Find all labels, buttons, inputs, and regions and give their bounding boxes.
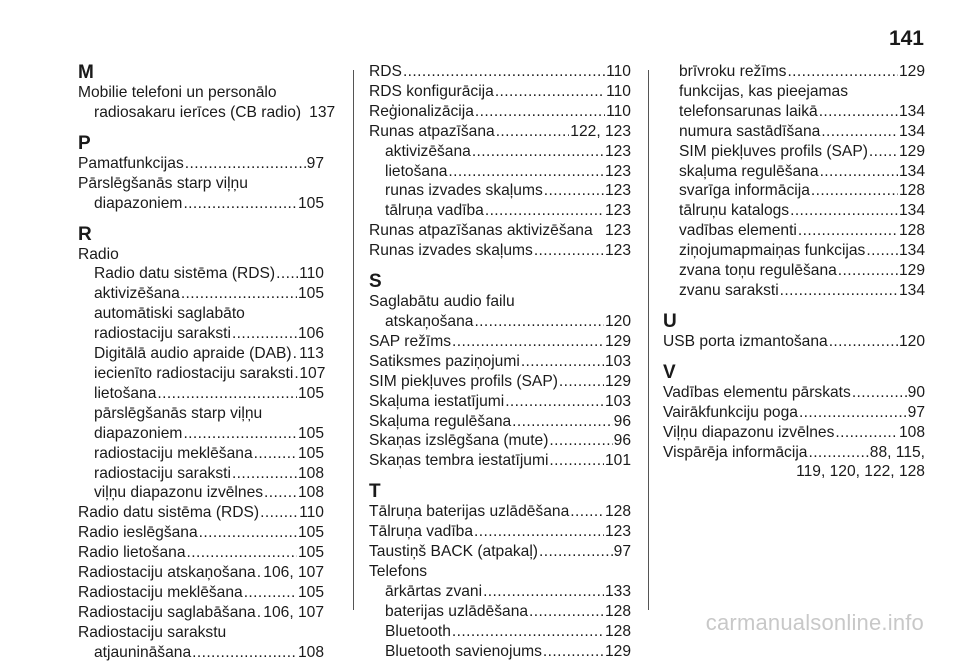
index-page-ref: 120 [604, 312, 631, 330]
index-page-ref: 110 [606, 102, 631, 120]
index-letter-heading: P [78, 132, 91, 154]
index-entry-label: Runas atpazīšana [369, 122, 495, 140]
index-entry-label: Radio lietošana [78, 544, 186, 562]
index-entry-label: Digitālā audio apraide (DAB) [94, 345, 292, 363]
index-entry [663, 332, 925, 352]
dot-leader [276, 264, 298, 284]
index-page-ref: 108 [297, 484, 324, 502]
index-page-ref: 105 [297, 194, 324, 212]
dot-leader [799, 403, 907, 423]
dot-leader [821, 122, 898, 142]
index-entry-label: diapazoniem [94, 194, 183, 212]
dot-leader [505, 392, 604, 412]
index-entry-label: radiostaciju meklēšana [94, 444, 253, 462]
index-entry-label: viļņu diapazonu izvēlnes [94, 484, 264, 502]
index-column-1 [78, 62, 336, 663]
index-entry-label: RDS [369, 63, 402, 80]
index-page-ref: 123 [604, 202, 631, 220]
index-entry [369, 162, 631, 182]
index-entry [663, 201, 925, 221]
index-entry-label: zvana toņu regulēšana [679, 262, 837, 280]
index-page-ref: 128 [604, 503, 631, 521]
index-page-ref: 113 [299, 345, 324, 363]
index-column-2 [369, 62, 631, 661]
index-entry-label: Reģionalizācija [369, 102, 474, 120]
index-page-ref: 105 [297, 424, 324, 442]
index-entry [663, 122, 925, 142]
index-entry [78, 384, 324, 404]
index-entry-label: Radiostaciju saglabāšana [78, 603, 256, 621]
index-letter-heading: S [369, 271, 382, 293]
index-entry [663, 423, 925, 443]
index-page-ref: 129 [604, 332, 631, 350]
index-entry-text: Radio [78, 245, 119, 263]
index-entry [78, 603, 324, 623]
index-letter-heading: M [78, 62, 94, 83]
index-entry [78, 194, 324, 214]
dot-leader [474, 312, 604, 332]
index-page-ref: 96 [613, 432, 631, 450]
dot-leader [529, 602, 604, 622]
index-entry [78, 563, 324, 583]
index-entry [369, 312, 631, 332]
index-entry [369, 582, 631, 602]
index-page-ref: 134 [898, 242, 925, 260]
index-entry [369, 142, 631, 162]
index-entry-label: Runas izvades skaļums [369, 242, 533, 260]
index-entry-label: lietošana [94, 384, 157, 402]
index-entry [369, 372, 631, 392]
index-page-ref: 123 [604, 242, 631, 260]
index-entry [78, 284, 324, 304]
index-entry [369, 102, 631, 122]
dot-leader [483, 582, 604, 602]
index-entry [78, 103, 336, 123]
index-entry-text: Mobilie telefoni un personālo [78, 84, 277, 101]
index-entry [369, 622, 631, 642]
index-page-ref: 97 [907, 403, 925, 421]
dot-leader [257, 563, 263, 583]
index-entry [78, 464, 324, 484]
dot-leader [485, 201, 604, 221]
index-page-ref: 122, 123 [570, 122, 631, 140]
index-page-ref: 123 [604, 142, 631, 160]
dot-leader [819, 102, 898, 122]
index-entry-label: atjaunināšana [94, 643, 192, 661]
index-entry-label: RDS konfigurācija [369, 82, 494, 100]
index-entry-label: numura sastādīšana [679, 122, 821, 140]
index-entry-label: Skaļuma iestatījumi [369, 392, 505, 410]
index-entry [663, 443, 925, 463]
index-entry-label: ārkārtas zvani [385, 582, 483, 600]
index-entry-label: Vairākfunkciju poga [663, 403, 798, 421]
index-page-ref: 128 [604, 622, 631, 640]
index-entry-label: ziņojumapmaiņas funkcijas [679, 242, 866, 260]
dot-leader [496, 122, 570, 142]
dot-leader [475, 102, 605, 122]
index-entry-label: vadības elementi [679, 222, 797, 240]
index-entry-label: Skaņas izslēgšana (mute) [369, 432, 549, 450]
index-page-ref: 107 [299, 364, 326, 382]
index-page-ref: 106, 107 [263, 564, 324, 582]
index-entry-label: Vadības elementu pārskats [663, 383, 851, 401]
index-page-ref: 110 [299, 504, 324, 522]
index-entry-label: tālruņu katalogs [679, 202, 790, 220]
index-page-ref: 129 [898, 63, 925, 80]
index-page-ref: 90 [907, 383, 925, 401]
dot-leader [181, 284, 297, 304]
dot-leader [452, 332, 604, 352]
dot-leader [254, 444, 297, 464]
index-entry [369, 451, 631, 471]
index-entry [663, 383, 925, 403]
index-page-ref: 133 [604, 582, 631, 600]
index-entry-label: Tālruņa vadība [369, 523, 474, 541]
index-page-ref: 129 [898, 142, 925, 160]
dot-leader [232, 324, 297, 344]
index-entry-label: skaļuma regulēšana [679, 162, 819, 180]
index-entry-label: radiostaciju saraksti [94, 325, 231, 343]
index-entry-label: Taustiņš BACK (atpakaļ) [369, 543, 539, 561]
index-entry-label: iecienīto radiostaciju saraksti [94, 364, 294, 382]
index-entry-label: Viļņu diapazonu izvēlnes [663, 423, 835, 441]
index-page-ref: 103 [604, 392, 631, 410]
dot-leader [244, 583, 297, 603]
index-entry [78, 324, 324, 344]
dot-leader [811, 181, 898, 201]
index-page-continuation: 119, 120, 122, 128 [796, 463, 925, 481]
dot-leader [866, 241, 898, 261]
column-divider [353, 70, 354, 610]
index-entry [78, 503, 324, 523]
index-entry-text: Saglabātu audio failu [369, 293, 515, 311]
index-entry [369, 62, 631, 82]
index-entry-label: telefonsarunas laikā [679, 102, 818, 120]
index-entry-label: Radio ieslēgšana [78, 524, 198, 542]
index-entry-label: aktivizēšana [385, 142, 471, 160]
dot-leader [544, 181, 604, 201]
index-entry-label: lietošana [385, 162, 448, 180]
index-entry-label: atskaņošana [385, 312, 474, 330]
index-entry [78, 264, 324, 284]
index-entry-label: radiostaciju saraksti [94, 464, 231, 482]
dot-leader [808, 443, 868, 463]
column-divider [648, 70, 649, 610]
index-letter-heading: V [663, 361, 676, 383]
index-letter-heading: T [369, 481, 381, 503]
dot-leader [183, 424, 297, 444]
index-page-ref: 105 [297, 384, 324, 402]
index-entry-label: Tālruņa baterijas uzlādēšana [369, 503, 570, 521]
dot-leader [549, 451, 604, 471]
index-entry [78, 483, 324, 503]
index-entry-label: SIM piekļuves profils (SAP) [679, 142, 868, 160]
index-page-ref: 105 [297, 444, 324, 462]
dot-leader [448, 162, 604, 182]
index-entry [78, 154, 324, 174]
index-page-ref: 123 [604, 523, 631, 541]
index-page-ref: 129 [604, 642, 631, 660]
page-number: 141 [888, 27, 924, 50]
index-page-ref: 105 [297, 583, 324, 601]
index-page-ref: 97 [613, 543, 631, 561]
index-entry-label: Radiostaciju meklēšana [78, 583, 243, 601]
dot-leader [852, 383, 907, 403]
index-page-ref: 88, 115, [869, 443, 925, 461]
dot-leader [232, 464, 297, 484]
index-entry [369, 82, 631, 102]
dot-leader [798, 221, 898, 241]
dot-leader [472, 142, 604, 162]
index-entry-label: svarīga informācija [679, 182, 810, 200]
index-page-ref: 108 [898, 423, 925, 441]
index-entry-text: pārslēgšanās starp viļņu [94, 404, 263, 422]
index-page-ref: 105 [297, 285, 324, 303]
dot-leader [790, 201, 898, 221]
index-entry-label: Radio datu sistēma (RDS) [78, 504, 260, 522]
dot-leader [521, 352, 604, 372]
dot-leader [192, 643, 297, 663]
index-page-ref: 96 [613, 412, 631, 430]
index-entry [369, 522, 631, 542]
index-page-ref: 108 [297, 643, 324, 661]
index-entry [78, 543, 324, 563]
dot-leader [829, 332, 898, 352]
index-page-ref: 134 [898, 122, 925, 140]
index-entry-label: radiosakaru ierīces (CB radio) [94, 103, 302, 121]
index-entry [369, 122, 631, 142]
dot-leader [264, 483, 297, 503]
index-entry-label: diapazoniem [94, 424, 183, 442]
dot-leader [157, 384, 297, 404]
index-letter-heading: U [663, 310, 677, 332]
index-entry-label: runas izvades skaļums [385, 182, 543, 200]
index-entry [663, 281, 925, 301]
index-entry [369, 352, 631, 372]
dot-leader [474, 522, 604, 542]
index-page-ref: 106, 107 [263, 603, 324, 621]
index-entry-text: funkcijas, kas pieejamas [679, 82, 849, 100]
index-entry-label: USB porta izmantošana [663, 332, 828, 350]
index-page-ref: 97 [306, 154, 324, 172]
index-entry [663, 241, 925, 261]
index-entry [369, 602, 631, 622]
dot-leader [570, 502, 604, 522]
dot-leader [780, 281, 898, 301]
index-entry [78, 583, 324, 603]
dot-leader [260, 503, 298, 523]
index-page-ref: 110 [299, 265, 324, 283]
index-entry-label: tālruņa vadība [385, 202, 484, 220]
index-entry [369, 431, 631, 451]
index-entry [663, 221, 925, 241]
index-entry-text: Telefons [369, 562, 428, 580]
index-page-ref: 129 [898, 262, 925, 280]
index-entry-label: aktivizēšana [94, 285, 180, 303]
index-entry [369, 201, 631, 221]
dot-leader [257, 603, 263, 623]
dot-leader [187, 543, 297, 563]
index-entry-label: SIM piekļuves profils (SAP) [369, 372, 558, 390]
index-entry-label: Pamatfunkcijas [78, 154, 184, 172]
dot-leader [293, 344, 299, 364]
index-entry [663, 403, 925, 423]
index-page-ref: 106 [297, 325, 324, 343]
index-entry [369, 542, 631, 562]
dot-leader [838, 261, 898, 281]
index-entry-label: zvanu saraksti [679, 281, 779, 299]
index-entry [369, 392, 631, 412]
index-entry [663, 142, 925, 162]
index-page-ref: 103 [604, 352, 631, 370]
dot-leader [403, 62, 605, 82]
dot-leader [787, 62, 898, 82]
index-column-3 [663, 62, 925, 482]
index-entry [78, 344, 324, 364]
index-page-ref: 137 [309, 103, 336, 121]
index-entry [369, 332, 631, 352]
index-page-ref: 105 [297, 524, 324, 542]
dot-leader [512, 412, 612, 432]
index-page-ref: 123 [604, 222, 631, 240]
index-page-ref: 129 [604, 372, 631, 390]
index-entry-label: Bluetooth savienojums [385, 642, 542, 660]
index-entry [78, 523, 324, 543]
index-entry [663, 261, 925, 281]
dot-leader [869, 142, 898, 162]
index-entry-label: Bluetooth [385, 622, 451, 640]
index-entry [78, 643, 324, 663]
dot-leader [820, 162, 898, 182]
dot-leader [185, 154, 306, 174]
index-page-ref: 134 [898, 162, 925, 180]
index-entry [78, 444, 324, 464]
index-page-ref: 128 [898, 222, 925, 240]
index-entry [369, 412, 631, 432]
index-entry-text: Radiostaciju sarakstu [78, 623, 227, 641]
index-entry-label: Satiksmes paziņojumi [369, 352, 520, 370]
index-entry [78, 364, 324, 384]
index-page-ref: 101 [604, 452, 631, 470]
index-entry [78, 424, 324, 444]
watermark: carmanualsonline.info [705, 610, 924, 635]
index-page-ref: 134 [898, 202, 925, 220]
index-page-ref: 108 [297, 464, 324, 482]
index-page-ref: 123 [604, 162, 631, 180]
index-page-ref: 134 [898, 281, 925, 299]
index-entry-label: brīvroku režīms [679, 63, 787, 80]
index-entry [369, 241, 631, 261]
index-page-ref: 110 [606, 63, 631, 80]
index-page-ref: 128 [604, 602, 631, 620]
index-entry [663, 162, 925, 182]
index-entry-label: Skaņas tembra iestatījumi [369, 452, 549, 470]
index-entry-text: automātiski saglabāto [94, 305, 245, 323]
dot-leader [534, 241, 604, 261]
index-entry-label: SAP režīms [369, 332, 452, 350]
index-entry [369, 181, 631, 201]
index-page-ref: 110 [606, 82, 631, 100]
dot-leader [199, 523, 297, 543]
index-entry [369, 642, 631, 662]
index-entry-label: Radio datu sistēma (RDS) [94, 265, 276, 283]
dot-leader [495, 82, 605, 102]
index-entry-label: Skaļuma regulēšana [369, 412, 512, 430]
index-entry [369, 221, 631, 241]
index-page-ref: 134 [898, 102, 925, 120]
index-entry [663, 102, 925, 122]
dot-leader [549, 431, 612, 451]
index-entry [663, 62, 925, 82]
index-page-ref: 120 [898, 332, 925, 350]
index-entry-text: Pārslēgšanās starp viļņu [78, 174, 248, 192]
index-entry-label: baterijas uzlādēšana [385, 602, 529, 620]
dot-leader [539, 542, 613, 562]
dot-leader [559, 372, 604, 392]
index-letter-heading: R [78, 223, 92, 245]
index-entry [663, 181, 925, 201]
index-page-ref: 123 [604, 182, 631, 200]
dot-leader [294, 364, 298, 384]
index-entry-label: Radiostaciju atskaņošana [78, 564, 256, 582]
index-entry-label: Vispārēja informācija [663, 443, 808, 461]
index-page-ref: 128 [898, 182, 925, 200]
dot-leader [835, 423, 898, 443]
index-entry [369, 502, 631, 522]
index-page-ref: 105 [297, 544, 324, 562]
dot-leader [543, 642, 604, 662]
dot-leader [452, 622, 604, 642]
dot-leader [183, 194, 297, 214]
index-entry-label: Runas atpazīšanas aktivizēšana [369, 222, 593, 240]
